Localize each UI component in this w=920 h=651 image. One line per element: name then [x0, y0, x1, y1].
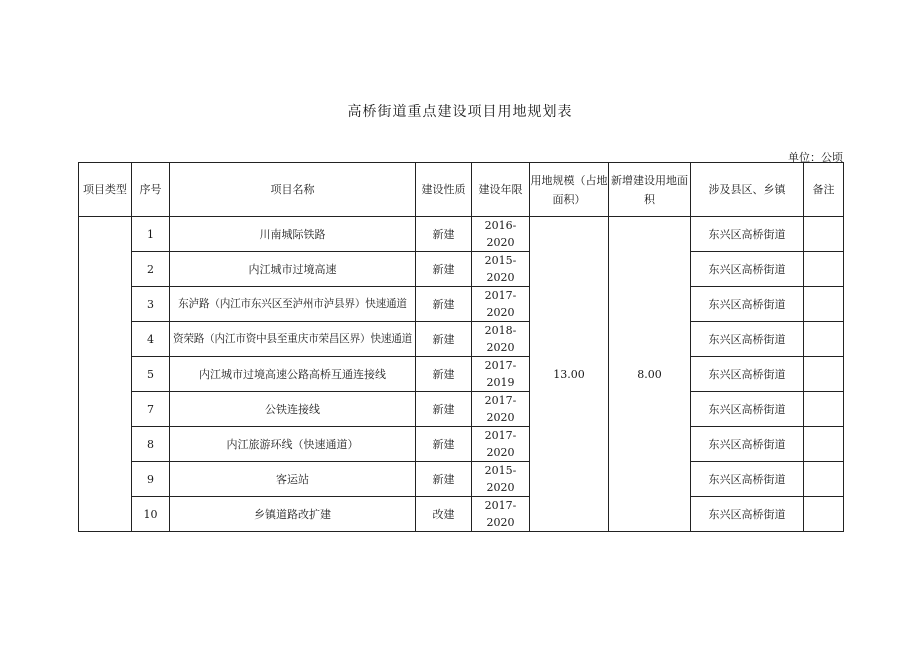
seq-cell: 5: [132, 357, 170, 392]
period-cell: [472, 392, 530, 427]
area-cell: 东兴区高桥街道: [691, 252, 804, 287]
name-cell: 内江城市过境高速公路高桥互通连接线: [170, 357, 416, 392]
name-cell: 乡镇道路改扩建: [170, 497, 416, 532]
header-type: 项目类型: [79, 163, 132, 217]
period-end: 2020: [486, 341, 515, 354]
period-cell: [472, 287, 530, 322]
table-row: [79, 287, 844, 322]
period-end: 2020: [486, 446, 515, 459]
seq-cell: 1: [132, 217, 170, 252]
name-cell: 内江旅游环线（快速通道）: [170, 427, 416, 462]
table-row: [79, 462, 844, 497]
period-cell: [472, 252, 530, 287]
period-cell: [472, 462, 530, 497]
period-start: 2016-: [484, 219, 517, 232]
new-land-cell: 8.00: [609, 217, 691, 532]
period-end: 2020: [486, 306, 515, 319]
header-land-scale: 用地规模（占地面积）: [530, 163, 609, 217]
nature-cell: 新建: [416, 217, 472, 252]
period-end: 2020: [486, 271, 515, 284]
land-scale-cell: 13.00: [530, 217, 609, 532]
name-cell: 客运站: [170, 462, 416, 497]
period-cell: [472, 427, 530, 462]
header-nature: 建设性质: [416, 163, 472, 217]
name-cell: 资荣路（内江市资中县至重庆市荣昌区界）快速通道: [170, 322, 416, 357]
remark-cell: [804, 217, 844, 252]
area-cell: 东兴区高桥街道: [691, 497, 804, 532]
area-cell: 东兴区高桥街道: [691, 392, 804, 427]
nature-cell: 新建: [416, 427, 472, 462]
name-cell: 东泸路（内江市东兴区至泸州市泸县界）快速通道: [170, 287, 416, 322]
header-period: 建设年限: [472, 163, 530, 217]
table-row: [79, 217, 844, 252]
land-plan-table: [78, 162, 844, 532]
area-cell: 东兴区高桥街道: [691, 427, 804, 462]
period-start: 2017-: [484, 289, 517, 302]
header-area: 涉及县区、乡镇: [691, 163, 804, 217]
area-cell: 东兴区高桥街道: [691, 217, 804, 252]
remark-cell: [804, 357, 844, 392]
remark-cell: [804, 392, 844, 427]
area-cell: 东兴区高桥街道: [691, 462, 804, 497]
remark-cell: [804, 287, 844, 322]
period-start: 2015-: [484, 464, 517, 477]
period-end: 2020: [486, 236, 515, 249]
name-cell: 川南城际铁路: [170, 217, 416, 252]
period-start: 2015-: [484, 254, 517, 267]
type-cell: [79, 217, 132, 532]
area-cell: 东兴区高桥街道: [691, 287, 804, 322]
period-end: 2019: [486, 376, 515, 389]
period-start: 2017-: [484, 394, 517, 407]
period-cell: [472, 357, 530, 392]
period-start: 2017-: [484, 499, 517, 512]
table-row: [79, 322, 844, 357]
header-seq: 序号: [132, 163, 170, 217]
table-row: [79, 357, 844, 392]
table-row: [79, 392, 844, 427]
remark-cell: [804, 497, 844, 532]
nature-cell: 改建: [416, 497, 472, 532]
table-row: [79, 427, 844, 462]
nature-cell: 新建: [416, 322, 472, 357]
header-remark: 备注: [804, 163, 844, 217]
remark-cell: [804, 252, 844, 287]
header-row: [79, 163, 844, 217]
header-name: 项目名称: [170, 163, 416, 217]
table-row: [79, 252, 844, 287]
period-end: 2020: [486, 411, 515, 424]
seq-cell: 3: [132, 287, 170, 322]
period-end: 2020: [486, 516, 515, 529]
page-title: 高桥街道重点建设项目用地规划表: [347, 104, 573, 120]
period-end: 2020: [486, 481, 515, 494]
remark-cell: [804, 427, 844, 462]
remark-cell: [804, 462, 844, 497]
seq-cell: 8: [132, 427, 170, 462]
nature-cell: 新建: [416, 392, 472, 427]
seq-cell: 2: [132, 252, 170, 287]
seq-cell: 4: [132, 322, 170, 357]
nature-cell: 新建: [416, 287, 472, 322]
remark-cell: [804, 322, 844, 357]
period-cell: [472, 497, 530, 532]
period-start: 2018-: [484, 324, 517, 337]
period-start: 2017-: [484, 429, 517, 442]
period-cell: [472, 322, 530, 357]
area-cell: 东兴区高桥街道: [691, 322, 804, 357]
seq-cell: 9: [132, 462, 170, 497]
nature-cell: 新建: [416, 462, 472, 497]
seq-cell: 7: [132, 392, 170, 427]
table-row: [79, 497, 844, 532]
seq-cell: 10: [132, 497, 170, 532]
name-cell: 公铁连接线: [170, 392, 416, 427]
nature-cell: 新建: [416, 252, 472, 287]
period-cell: [472, 217, 530, 252]
unit-label: 单位：公顷: [788, 151, 843, 164]
name-cell: 内江城市过境高速: [170, 252, 416, 287]
nature-cell: 新建: [416, 357, 472, 392]
area-cell: 东兴区高桥街道: [691, 357, 804, 392]
period-start: 2017-: [484, 359, 517, 372]
header-new-land: 新增建设用地面积: [609, 163, 691, 217]
